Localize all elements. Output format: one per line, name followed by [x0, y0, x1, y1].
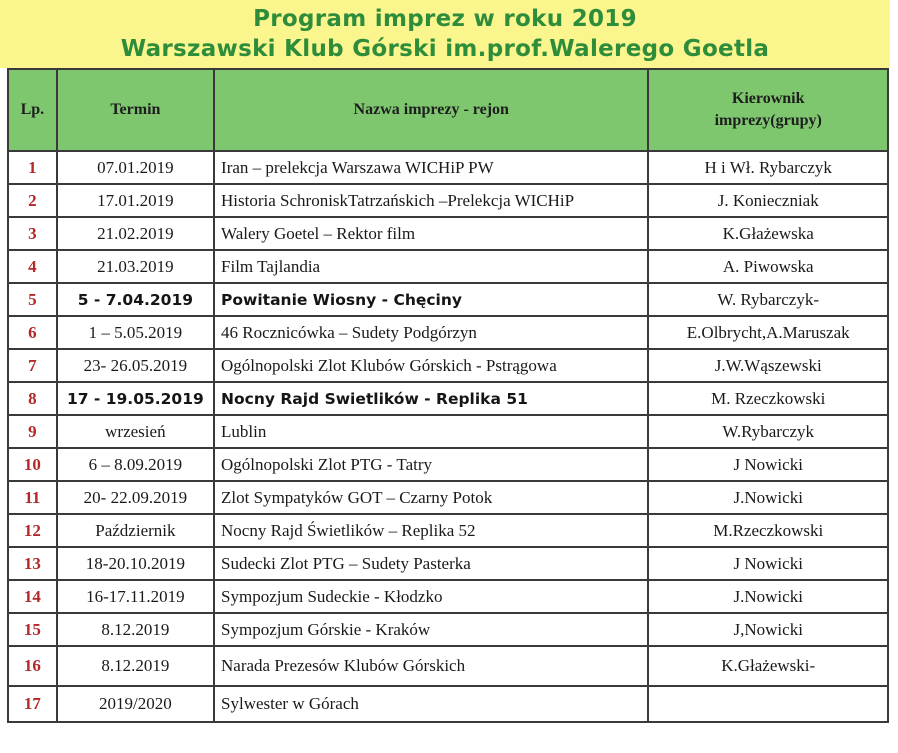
row-number: 12: [8, 514, 57, 547]
row-date: 1 – 5.05.2019: [57, 316, 214, 349]
table-row: [8, 283, 888, 316]
row-date: 20- 22.09.2019: [57, 481, 214, 514]
row-number: 10: [8, 448, 57, 481]
row-number: 1: [8, 151, 57, 184]
row-date: Październik: [57, 514, 214, 547]
row-date: 17 - 19.05.2019: [57, 382, 214, 415]
page-subtitle: Warszawski Klub Górski im.prof.Walerego Goetla: [120, 36, 770, 62]
table-row: [8, 217, 888, 250]
table-row: [8, 316, 888, 349]
table-row: [8, 514, 888, 547]
row-event-name: Zlot Sympatyków GOT – Czarny Potok: [214, 481, 648, 514]
row-event-name: Sympozjum Górskie - Kraków: [214, 613, 648, 646]
row-date: 6 – 8.09.2019: [57, 448, 214, 481]
table-row: [8, 415, 888, 448]
row-leader: [648, 686, 888, 722]
table-header-row: [8, 69, 888, 151]
column-header-nazwa: Nazwa imprezy - rejon: [214, 69, 648, 151]
row-leader: J.Nowicki: [648, 481, 888, 514]
page-title: Program imprez w roku 2019: [253, 6, 637, 32]
row-date: 2019/2020: [57, 686, 214, 722]
table-row: [8, 250, 888, 283]
table-row: [8, 448, 888, 481]
row-leader: W. Rybarczyk-: [648, 283, 888, 316]
row-leader: K.Głażewska: [648, 217, 888, 250]
row-event-name: Sudecki Zlot PTG – Sudety Pasterka: [214, 547, 648, 580]
row-event-name: Historia SchroniskTatrzańskich –Prelekcja WICHiP: [214, 184, 648, 217]
table-row: [8, 646, 888, 686]
row-number: 16: [8, 646, 57, 686]
row-date: 21.02.2019: [57, 217, 214, 250]
row-leader: H i Wł. Rybarczyk: [648, 151, 888, 184]
row-event-name: Iran – prelekcja Warszawa WICHiP PW: [214, 151, 648, 184]
table-row: [8, 686, 888, 722]
row-event-name: Sympozjum Sudeckie - Kłodzko: [214, 580, 648, 613]
row-date: 18-20.10.2019: [57, 547, 214, 580]
row-event-name: Nocny Rajd Swietlików - Replika 51: [214, 382, 648, 415]
row-number: 15: [8, 613, 57, 646]
row-leader: J Nowicki: [648, 547, 888, 580]
row-leader: E.Olbrycht,A.Maruszak: [648, 316, 888, 349]
row-leader: M.Rzeczkowski: [648, 514, 888, 547]
row-number: 8: [8, 382, 57, 415]
row-number: 2: [8, 184, 57, 217]
table-row: [8, 580, 888, 613]
row-number: 4: [8, 250, 57, 283]
row-leader: J. Konieczniak: [648, 184, 888, 217]
row-date: 8.12.2019: [57, 646, 214, 686]
column-header-lp: Lp.: [8, 69, 57, 151]
table-row: [8, 349, 888, 382]
table-row: [8, 184, 888, 217]
table-row: [8, 481, 888, 514]
row-leader: K.Głażewski-: [648, 646, 888, 686]
row-leader: M. Rzeczkowski: [648, 382, 888, 415]
table-row: [8, 151, 888, 184]
column-header-kierownik: [648, 69, 888, 151]
row-event-name: Walery Goetel – Rektor film: [214, 217, 648, 250]
row-event-name: Narada Prezesów Klubów Górskich: [214, 646, 648, 686]
row-leader: J,Nowicki: [648, 613, 888, 646]
row-date: wrzesień: [57, 415, 214, 448]
row-event-name: Nocny Rajd Świetlików – Replika 52: [214, 514, 648, 547]
row-number: 13: [8, 547, 57, 580]
row-event-name: Ogólnopolski Zlot PTG - Tatry: [214, 448, 648, 481]
row-number: 9: [8, 415, 57, 448]
row-date: 17.01.2019: [57, 184, 214, 217]
column-header-kierownik-line2: imprezy(grupy): [714, 112, 822, 129]
row-number: 6: [8, 316, 57, 349]
row-number: 14: [8, 580, 57, 613]
row-event-name: 46 Rocznicówka – Sudety Podgórzyn: [214, 316, 648, 349]
row-date: 07.01.2019: [57, 151, 214, 184]
row-leader: J Nowicki: [648, 448, 888, 481]
column-header-termin: Termin: [57, 69, 214, 151]
row-leader: W.Rybarczyk: [648, 415, 888, 448]
row-number: 5: [8, 283, 57, 316]
row-number: 7: [8, 349, 57, 382]
row-date: 21.03.2019: [57, 250, 214, 283]
row-number: 11: [8, 481, 57, 514]
row-event-name: Powitanie Wiosny - Chęciny: [214, 283, 648, 316]
row-date: 23- 26.05.2019: [57, 349, 214, 382]
table-row: [8, 547, 888, 580]
row-date: 8.12.2019: [57, 613, 214, 646]
row-date: 5 - 7.04.2019: [57, 283, 214, 316]
row-event-name: Sylwester w Górach: [214, 686, 648, 722]
row-event-name: Ogólnopolski Zlot Klubów Górskich - Pstrągowa: [214, 349, 648, 382]
row-number: 17: [8, 686, 57, 722]
row-leader: J.Nowicki: [648, 580, 888, 613]
row-event-name: Lublin: [214, 415, 648, 448]
row-leader: A. Piwowska: [648, 250, 888, 283]
row-number: 3: [8, 217, 57, 250]
events-table: [7, 68, 889, 723]
column-header-kierownik-line1: Kierownik: [731, 90, 805, 107]
row-date: 16-17.11.2019: [57, 580, 214, 613]
table-row: [8, 382, 888, 415]
row-event-name: Film Tajlandia: [214, 250, 648, 283]
row-leader: J.W.Wąszewski: [648, 349, 888, 382]
table-row: [8, 613, 888, 646]
